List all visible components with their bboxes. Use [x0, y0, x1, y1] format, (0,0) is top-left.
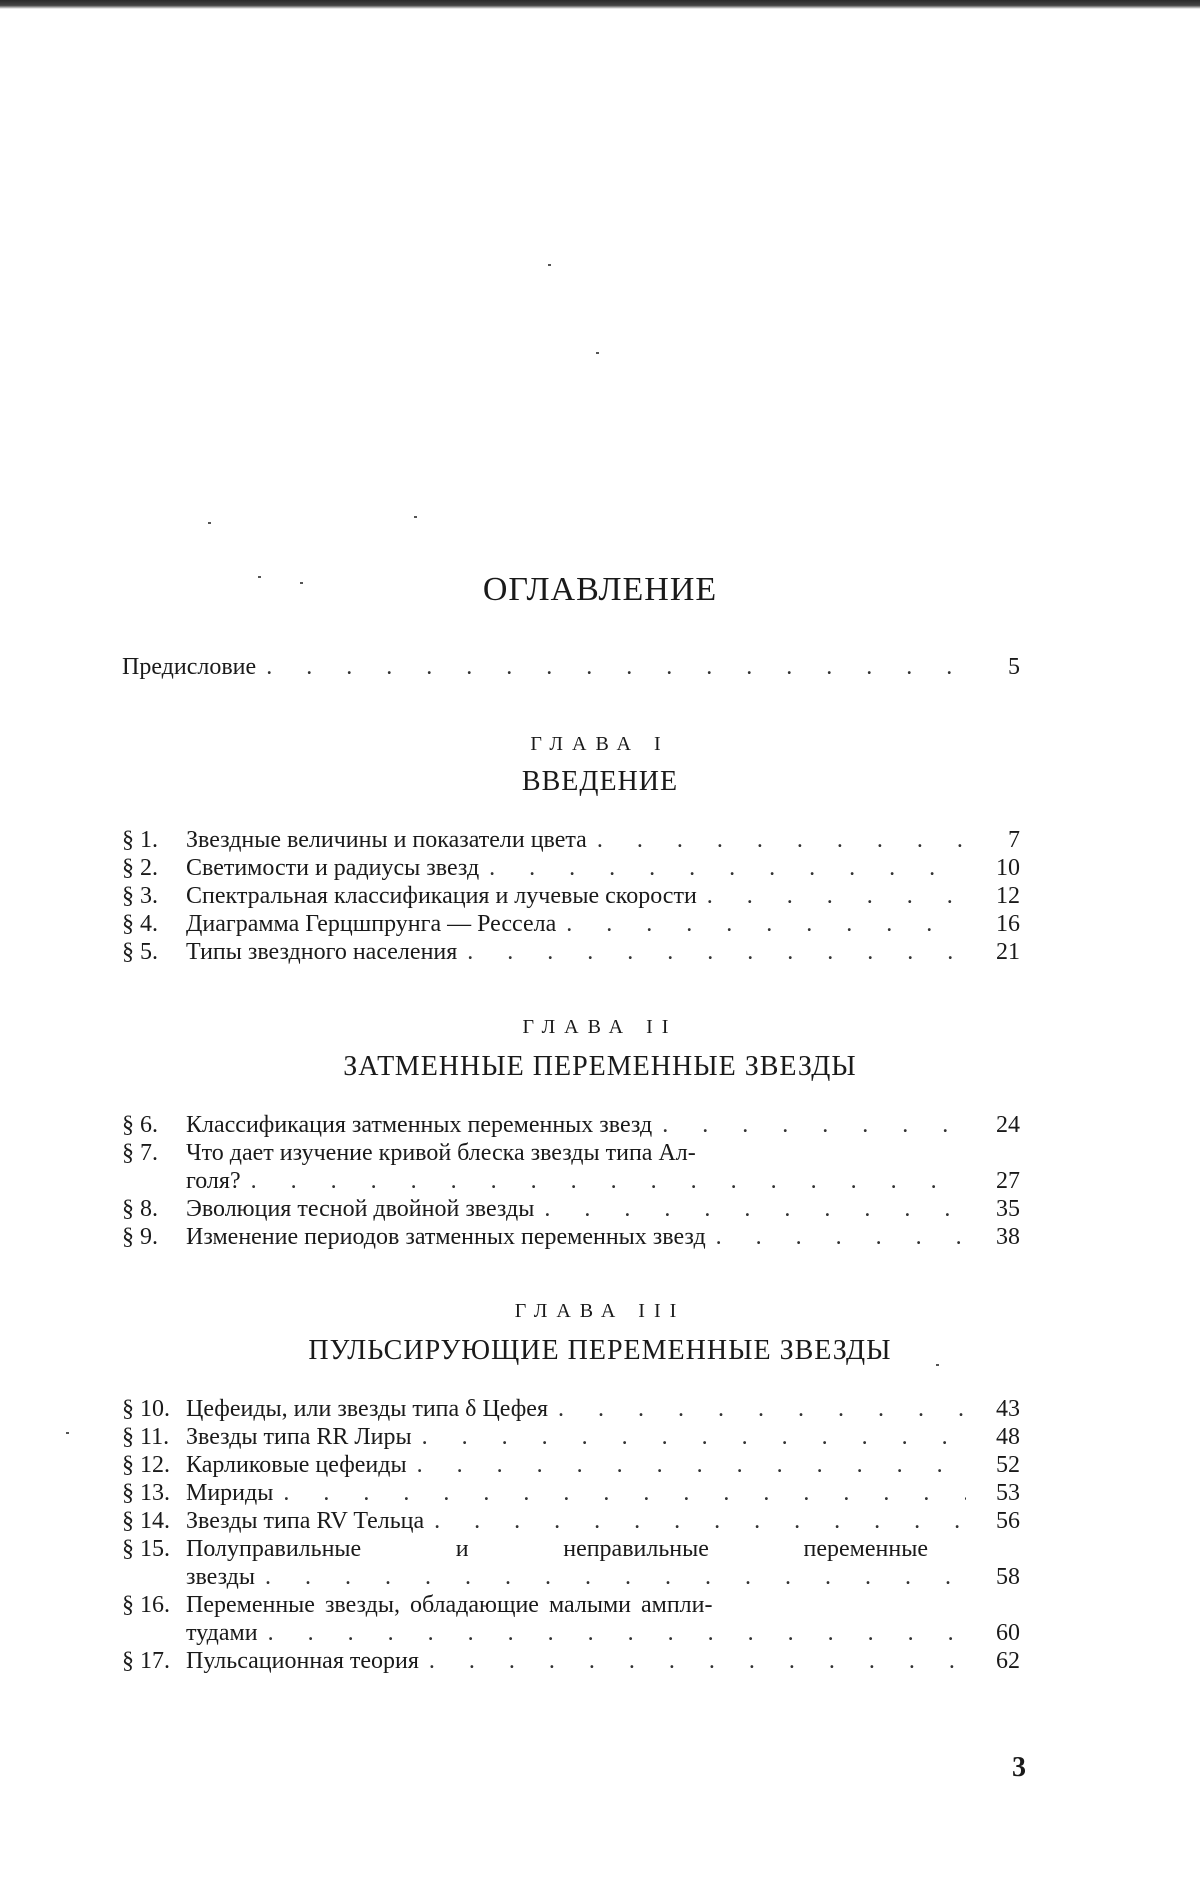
toc-entry-page: 53 [976, 1479, 1020, 1507]
toc-entry-continuation[interactable] [186, 1167, 1020, 1195]
toc-entry-page: 12 [976, 882, 1020, 910]
chapter-title: ПУЛЬСИРУЮЩИЕ ПЕРЕМЕННЫЕ ЗВЕЗДЫ [0, 1335, 1200, 1367]
toc-entry-preface[interactable] [122, 653, 1020, 681]
toc-entry[interactable] [122, 910, 1020, 938]
toc-entry-word: переменные [804, 1535, 928, 1563]
toc-entry-page: 7 [976, 826, 1020, 854]
dot-leader [707, 882, 966, 910]
toc-entry[interactable] [122, 1195, 1020, 1223]
section-number: § 15. [122, 1535, 186, 1563]
toc-entry-text: Переменные звезды, обладающие малыми ампли- [186, 1591, 712, 1619]
toc-entry-text: Типы звездного населения [186, 938, 457, 966]
dot-leader [251, 1167, 966, 1195]
toc-entry-page: 16 [976, 910, 1020, 938]
toc-entry-text: Звезды типа RR Лиры [186, 1423, 412, 1451]
page-number: 3 [996, 1752, 1026, 1784]
section-number: § 4. [122, 910, 186, 938]
toc-entry-text-cont: тудами [186, 1619, 258, 1647]
section-number: § 17. [122, 1647, 186, 1675]
toc-entry[interactable] [122, 1507, 1020, 1535]
toc-entry-continuation[interactable] [186, 1563, 1020, 1591]
dot-leader [544, 1195, 966, 1223]
toc-entry-page: 5 [976, 653, 1020, 681]
toc-entry-word: и [456, 1535, 469, 1563]
dot-leader [283, 1479, 966, 1507]
dot-leader [489, 854, 966, 882]
toc-entry-text: Эволюция тесной двойной звезды [186, 1195, 534, 1223]
dot-leader [558, 1395, 966, 1423]
section-number: § 1. [122, 826, 186, 854]
section-number: § 9. [122, 1223, 186, 1251]
toc-entry-text: Спектральная классификация и лучевые скорости [186, 882, 697, 910]
chapter-title: ВВЕДЕНИЕ [0, 766, 1200, 798]
chapter-label: ГЛАВА I [0, 733, 1200, 756]
dot-leader [597, 826, 966, 854]
toc-entry-page: 38 [976, 1223, 1020, 1251]
scan-speck [548, 264, 551, 266]
toc-entry[interactable] [122, 1647, 1020, 1675]
dot-leader [417, 1451, 966, 1479]
dot-leader [422, 1423, 966, 1451]
dot-leader [467, 938, 966, 966]
toc-entry-page: 48 [976, 1423, 1020, 1451]
toc-entry-text: Звезды типа RV Тельца [186, 1507, 424, 1535]
section-number: § 11. [122, 1423, 186, 1451]
toc-entry-text [186, 1535, 928, 1563]
toc-entry[interactable] [122, 1451, 1020, 1479]
toc-entry-page: 52 [976, 1451, 1020, 1479]
scan-speck [66, 1432, 69, 1434]
toc-entry-page: 27 [976, 1167, 1020, 1195]
section-number: § 13. [122, 1479, 186, 1507]
section-number: § 10. [122, 1395, 186, 1423]
scan-speck [208, 522, 211, 524]
toc-entry-word: неправильные [563, 1535, 709, 1563]
dot-leader [268, 1619, 966, 1647]
dot-leader [434, 1507, 966, 1535]
toc-entry-text-cont: голя? [186, 1167, 241, 1195]
toc-entry[interactable] [122, 1395, 1020, 1423]
dot-leader [716, 1223, 966, 1251]
toc-entry[interactable] [122, 826, 1020, 854]
toc-entry-page: 10 [976, 854, 1020, 882]
page-title: ОГЛАВЛЕНИЕ [0, 571, 1200, 609]
toc-entry[interactable] [122, 854, 1020, 882]
section-number: § 7. [122, 1139, 186, 1167]
section-number: § 8. [122, 1195, 186, 1223]
chapter-label: ГЛАВА II [0, 1016, 1200, 1039]
toc-entry-text: Пульсационная теория [186, 1647, 419, 1675]
toc-entry[interactable] [122, 1223, 1020, 1251]
toc-entry-page: 24 [976, 1111, 1020, 1139]
section-number: § 16. [122, 1591, 186, 1619]
toc-entry-text-cont: звезды [186, 1563, 255, 1591]
toc-entry-word: Полуправильные [186, 1535, 361, 1563]
dot-leader [662, 1111, 966, 1139]
toc-entry-text: Светимости и радиусы звезд [186, 854, 479, 882]
toc-entry-page: 35 [976, 1195, 1020, 1223]
toc-entry-text: Цефеиды, или звезды типа δ Цефея [186, 1395, 548, 1423]
dot-leader [429, 1647, 966, 1675]
toc-entry-page: 21 [976, 938, 1020, 966]
toc-entry-page: 56 [976, 1507, 1020, 1535]
toc-entry-text: Классификация затменных переменных звезд [186, 1111, 652, 1139]
section-number: § 2. [122, 854, 186, 882]
scan-speck [414, 516, 417, 518]
chapter-title: ЗАТМЕННЫЕ ПЕРЕМЕННЫЕ ЗВЕЗДЫ [0, 1051, 1200, 1083]
section-number: § 6. [122, 1111, 186, 1139]
dot-leader [265, 1563, 966, 1591]
toc-entry[interactable] [122, 1479, 1020, 1507]
toc-entry-page: 58 [976, 1563, 1020, 1591]
section-number: § 12. [122, 1451, 186, 1479]
toc-entry-text: Карликовые цефеиды [186, 1451, 407, 1479]
toc-entry-text: Предисловие [122, 653, 256, 681]
toc-entry-page: 60 [976, 1619, 1020, 1647]
dot-leader [566, 910, 966, 938]
toc-entry[interactable] [122, 882, 1020, 910]
toc-entry[interactable] [122, 938, 1020, 966]
toc-entry[interactable] [122, 1591, 1020, 1619]
toc-entry-page: 62 [976, 1647, 1020, 1675]
toc-entry[interactable] [122, 1111, 1020, 1139]
section-number: § 3. [122, 882, 186, 910]
section-number: § 5. [122, 938, 186, 966]
toc-entry-text: Что дает изучение кривой блеска звезды типа Ал- [186, 1139, 696, 1167]
section-number: § 14. [122, 1507, 186, 1535]
scan-speck [596, 352, 599, 354]
toc-entry-text: Мириды [186, 1479, 273, 1507]
toc-entry-continuation[interactable] [186, 1619, 1020, 1647]
toc-entry-page: 43 [976, 1395, 1020, 1423]
toc-entry[interactable] [122, 1423, 1020, 1451]
toc-entry-text: Изменение периодов затменных переменных звезд [186, 1223, 706, 1251]
dot-leader [266, 653, 966, 681]
toc-entry-text: Звездные величины и показатели цвета [186, 826, 587, 854]
toc-entry[interactable] [122, 1139, 1020, 1167]
chapter-label: ГЛАВА III [0, 1300, 1200, 1323]
toc-entry-text: Диаграмма Герцшпрунга — Рессела [186, 910, 556, 938]
top-scan-edge [0, 0, 1200, 9]
